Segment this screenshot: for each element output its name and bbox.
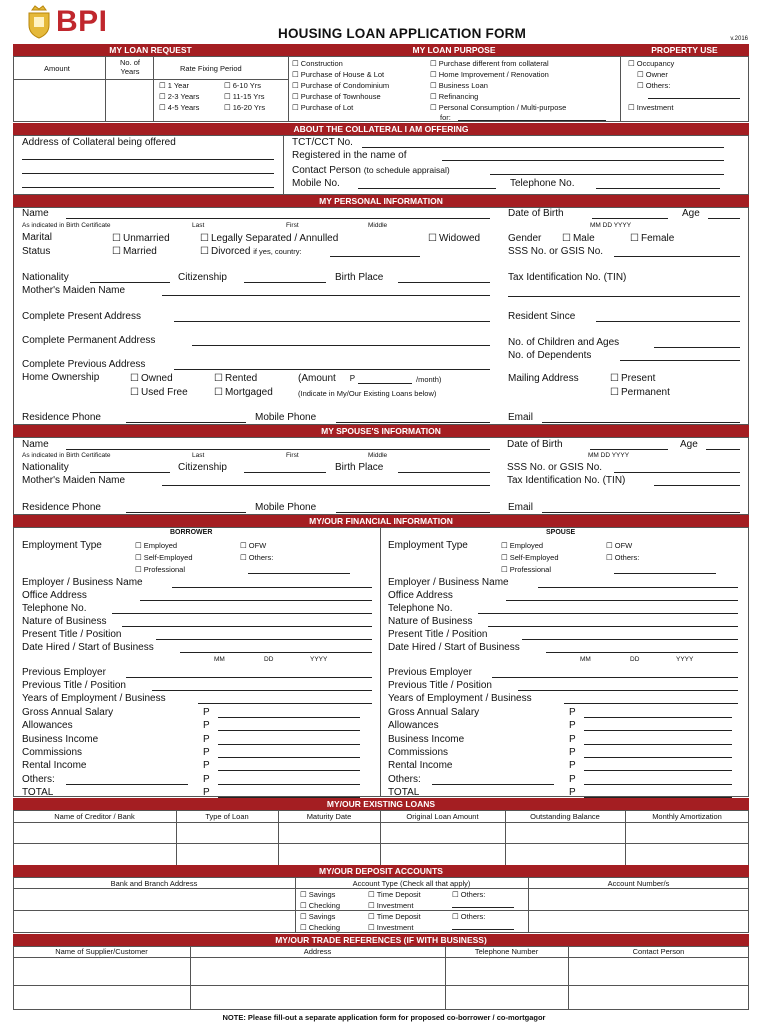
borrower-field-input-0[interactable] [172,587,372,588]
borrower-yyyy-hint: YYYY [310,656,328,663]
ownership-mortgaged[interactable]: ☐ Mortgaged [214,387,273,399]
borrower-peso-sign-3: P [203,746,210,758]
mother-maiden-field[interactable] [162,295,490,296]
borrower-income-label-5: Others: [22,773,55,785]
spouse-tin-label: Tax Identification No. (TIN) [507,475,626,486]
mobile-phone-label: Mobile Phone [255,412,317,423]
spouse-income-input-0[interactable] [584,717,732,718]
marital-divorced[interactable]: ☐ Divorced if yes, country: [200,246,302,258]
spouse-dob-format: MM DD YYYY [588,452,630,459]
borrower-field-label-3: Nature of Business [22,616,107,627]
use-others-field[interactable] [648,98,740,99]
purpose-diff-collateral[interactable]: ☐ Purchase different from collateral [430,59,549,68]
ownership-rented[interactable]: ☐ Rented [214,373,257,385]
spouse-peso-sign-5: P [569,773,576,785]
spouse-professional-checkbox[interactable]: ☐ Professional [501,565,551,574]
borrower-others-emp-field[interactable] [248,573,350,574]
use-investment[interactable]: ☐ Investment [628,103,673,112]
borrower-mm-hint: MM [214,656,225,663]
spouse-field-label-2: Telephone No. [388,603,453,614]
bank-crest-icon [26,5,52,39]
spouse-first-hint: First [286,452,299,459]
borrower-field-input-1[interactable] [140,600,372,601]
dependents-field[interactable] [620,360,740,361]
deposit2-time[interactable]: ☐ Time Deposit [368,912,421,921]
spouse-sss-label: SSS No. or GSIS No. [507,462,603,473]
purpose-home-improvement[interactable]: ☐ Home Improvement / Renovation [430,70,549,79]
spouse-citizenship-label: Citizenship [178,462,227,473]
spouse-birth-place-label: Birth Place [335,462,384,473]
form-version: v.2016 [730,36,748,42]
spouse-dob-field[interactable] [590,449,668,450]
spouse-mobile-field[interactable] [336,512,490,513]
spouse-field-input-5[interactable] [546,652,738,653]
indicate-existing-note: (Indicate in My/Our Existing Loans below) [298,389,437,398]
spouse-prev-input-0[interactable] [492,677,738,678]
resident-since-field[interactable] [596,321,740,322]
deposit2-others[interactable]: ☐ Others: [452,912,485,921]
borrower-income-input-1[interactable] [218,730,360,731]
purpose-lot[interactable]: ☐ Purchase of Lot [292,103,353,112]
section-trade: MY/OUR TRADE REFERENCES (IF WITH BUSINESS) [13,934,749,946]
trade-col-contact: Contact Person [632,947,685,956]
spouse-peso-sign-3: P [569,746,576,758]
dob-field[interactable] [592,218,668,219]
deposit1-savings[interactable]: ☐ Savings [300,890,335,899]
spouse-income-label-4: Rental Income [388,760,453,772]
nationality-field[interactable] [90,282,170,283]
permanent-address-label: Complete Permanent Address [22,335,156,346]
per-month-label: /month) [416,375,442,384]
borrower-income-label-1: Allowances [22,720,73,732]
rate-16-20-yrs[interactable]: ☐ 16-20 Yrs [224,103,265,112]
residence-phone-field[interactable] [126,422,246,423]
spouse-income-input-5[interactable] [584,784,732,785]
marital-legally-separated[interactable]: ☐ Legally Separated / Annulled [200,233,338,245]
borrower-prev-label-2: Years of Employment / Business [22,693,166,704]
last-name-hint: Last [192,222,205,229]
borrower-peso-sign-4: P [203,760,210,772]
trade-col-name: Name of Supplier/Customer [55,947,148,956]
loans-col-original: Original Loan Amount [406,812,479,821]
first-name-hint: First [286,222,299,229]
spouse-employment-type-label: Employment Type [388,540,468,551]
name-label: Name [22,208,49,219]
ownership-owned[interactable]: ☐ Owned [130,373,173,385]
mailing-permanent[interactable]: ☐ Permanent [610,387,670,399]
nationality-label: Nationality [22,272,69,283]
borrower-field-input-4[interactable] [156,639,372,640]
gender-male[interactable]: ☐ Male [562,233,595,245]
spouse-income-label-5: Others: [388,773,421,785]
spouse-peso-sign-2: P [569,733,576,745]
loans-col-amortization: Monthly Amortization [652,812,722,821]
borrower-employed-checkbox[interactable]: ☐ Employed [135,541,177,550]
section-property-use: PROPERTY USE [651,45,718,55]
spouse-income-label-3: Commissions [388,746,449,758]
spouse-income-others-name[interactable] [432,784,554,785]
purpose-house-lot[interactable]: ☐ Purchase of House & Lot [292,70,384,79]
borrower-income-label-6: TOTAL [22,786,54,798]
collateral-address-label: Address of Collateral being offered [22,137,176,148]
collateral-telephone-field[interactable] [596,188,720,189]
spouse-ofw-checkbox[interactable]: ☐ OFW [606,541,632,550]
previous-address-label: Complete Previous Address [22,359,146,370]
marital-married[interactable]: ☐ Married [112,246,157,258]
spouse-peso-sign-1: P [569,720,576,732]
children-label: No. of Children and Ages [508,337,620,348]
loans-col-creditor: Name of Creditor / Bank [54,812,135,821]
purpose-condominium[interactable]: ☐ Purchase of Condominium [292,81,389,90]
spouse-middle-hint: Middle [368,452,388,459]
section-deposit: MY/OUR DEPOSIT ACCOUNTS [13,865,749,877]
loans-col-maturity: Maturity Date [306,812,352,821]
deposit1-others-field[interactable] [452,907,514,908]
spouse-others-emp-field[interactable] [614,573,716,574]
purpose-for-field[interactable] [458,120,606,121]
use-occupancy[interactable]: ☐ Occupancy [628,59,674,68]
tct-field[interactable] [362,147,724,148]
rate-4-5-years[interactable]: ☐ 4-5 Years [159,103,199,112]
borrower-field-input-2[interactable] [112,613,372,614]
spouse-self-employed-checkbox[interactable]: ☐ Self-Employed [501,553,559,562]
ownership-used-free[interactable]: ☐ Used Free [130,387,188,399]
spouse-field-input-0[interactable] [538,587,738,588]
spouse-age-label: Age [680,439,698,450]
section-loan-request: MY LOAN REQUEST [109,45,192,55]
spouse-res-phone-label: Residence Phone [22,502,101,513]
bpi-logo [26,4,108,40]
spouse-mobile-label: Mobile Phone [255,502,317,513]
rent-amount-label: (Amount P [298,373,356,384]
section-financial: MY/OUR FINANCIAL INFORMATION [13,515,749,527]
use-owner[interactable]: ☐ Owner [637,70,668,79]
spouse-prev-input-1[interactable] [518,690,738,691]
spouse-mother-field[interactable] [162,485,490,486]
spouse-field-label-0: Employer / Business Name [388,577,509,588]
home-ownership-label: Home Ownership [22,372,100,383]
collateral-address-line2[interactable] [22,173,274,174]
name-field[interactable] [66,218,490,219]
tin-label: Tax Identification No. (TIN) [508,272,627,283]
purpose-multi-purpose[interactable]: ☐ Personal Consumption / Multi-purpose [430,103,566,112]
borrower-income-label-0: Gross Annual Salary [22,707,114,718]
rate-label: Rate Fixing Period [180,64,242,73]
spouse-employed-checkbox[interactable]: ☐ Employed [501,541,543,550]
contact-field[interactable] [490,174,724,175]
borrower-peso-sign-0: P [203,707,210,718]
deposit2-investment[interactable]: ☐ Investment [368,923,413,932]
borrower-field-label-5: Date Hired / Start of Business [22,642,154,653]
birth-place-label: Birth Place [335,272,384,283]
rate-6-10-yrs[interactable]: ☐ 6-10 Yrs [224,81,261,90]
use-others[interactable]: ☐ Others: [637,81,670,90]
section-spouse: MY SPOUSE'S INFORMATION [13,425,749,437]
borrower-self-employed-checkbox[interactable]: ☐ Self-Employed [135,553,193,562]
spouse-field-label-1: Office Address [388,590,453,601]
middle-name-hint: Middle [368,222,388,229]
purpose-construction[interactable]: ☐ Construction [292,59,343,68]
sss-label: SSS No. or GSIS No. [508,246,604,257]
mother-maiden-label: Mother's Maiden Name [22,285,126,296]
borrower-field-label-0: Employer / Business Name [22,577,143,588]
residence-phone-label: Residence Phone [22,412,101,423]
spouse-prev-label-0: Previous Employer [388,667,472,678]
spouse-name-field[interactable] [66,449,490,450]
borrower-field-input-3[interactable] [122,626,372,627]
spouse-income-label-1: Allowances [388,720,439,732]
spouse-res-phone-field[interactable] [126,512,246,513]
gender-female[interactable]: ☐ Female [630,233,674,245]
spouse-nationality-label: Nationality [22,462,69,473]
resident-since-label: Resident Since [508,311,576,322]
spouse-field-label-3: Nature of Business [388,616,473,627]
section-personal: MY PERSONAL INFORMATION [13,195,749,207]
deposit1-investment[interactable]: ☐ Investment [368,901,413,910]
deposit1-checking[interactable]: ☐ Checking [300,901,340,910]
borrower-income-input-4[interactable] [218,770,360,771]
deposit-col-account: Account Number/s [607,879,670,888]
borrower-prev-label-1: Previous Title / Position [22,680,126,691]
spouse-birth-place-field[interactable] [398,472,490,473]
registered-label: Registered in the name of [292,150,407,161]
spouse-field-input-2[interactable] [478,613,738,614]
borrower-income-input-2[interactable] [218,744,360,745]
borrower-income-others-name[interactable] [66,784,188,785]
borrower-field-label-1: Office Address [22,590,87,601]
form-title: HOUSING LOAN APPLICATION FORM [278,26,527,41]
borrower-peso-sign-6: P [203,786,210,798]
marital-unmarried[interactable]: ☐ Unmarried [112,233,170,245]
collateral-telephone-label: Telephone No. [510,178,575,189]
spouse-mm-hint: MM [580,656,591,663]
spouse-income-label-2: Business Income [388,733,465,745]
spouse-income-input-1[interactable] [584,730,732,731]
years-label: No. of Years [119,58,140,76]
borrower-field-label-4: Present Title / Position [22,629,122,640]
deposit1-others[interactable]: ☐ Others: [452,890,485,899]
dob-label: Date of Birth [508,208,564,219]
collateral-mobile-label: Mobile No. [292,178,340,189]
email-label: Email [508,412,534,423]
loans-col-type: Type of Loan [205,812,249,821]
divorce-country-field[interactable] [330,256,420,257]
spouse-dd-hint: DD [630,656,640,663]
rate-11-15-yrs[interactable]: ☐ 11-15 Yrs [224,92,265,101]
spouse-field-input-4[interactable] [522,639,738,640]
spouse-income-input-4[interactable] [584,770,732,771]
spouse-peso-sign-6: P [569,786,576,798]
borrower-employment-type-label: Employment Type [22,540,102,551]
spouse-citizenship-field[interactable] [244,472,326,473]
spouse-income-input-3[interactable] [584,757,732,758]
borrower-peso-sign-1: P [203,720,210,732]
spouse-others-checkbox[interactable]: ☐ Others: [606,553,639,562]
spouse-as-indicated: As indicated in Birth Certificate [22,452,111,459]
purpose-refinancing[interactable]: ☐ Refinancing [430,92,478,101]
spouse-prev-label-1: Previous Title / Position [388,680,492,691]
spouse-income-input-2[interactable] [584,744,732,745]
spouse-sss-field[interactable] [614,472,740,473]
borrower-income-input-3[interactable] [218,757,360,758]
deposit2-others-field[interactable] [452,929,514,930]
section-collateral: ABOUT THE COLLATERAL I AM OFFERING [13,123,749,135]
spouse-dob-label: Date of Birth [507,439,563,450]
status-label: Status [22,246,51,257]
spouse-last-hint: Last [192,452,205,459]
borrower-prev-input-1[interactable] [152,690,372,691]
borrower-prev-input-2[interactable] [198,703,372,704]
registered-field[interactable] [442,160,724,161]
marital-widowed[interactable]: ☐ Widowed [428,233,480,245]
rate-1-year[interactable]: ☐ 1 Year [159,81,189,90]
spouse-field-label-4: Present Title / Position [388,629,488,640]
loans-col-outstanding: Outstanding Balance [530,812,600,821]
spouse-name-label: Name [22,439,49,450]
spouse-field-label-5: Date Hired / Start of Business [388,642,520,653]
borrower-income-label-3: Commissions [22,746,83,758]
spouse-peso-sign-4: P [569,760,576,772]
borrower-others-checkbox[interactable]: ☐ Others: [240,553,273,562]
spouse-mother-label: Mother's Maiden Name [22,475,126,486]
children-field[interactable] [654,347,740,348]
spouse-field-input-3[interactable] [488,626,738,627]
footer-note: NOTE: Please fill-out a separate application form for proposed co-borrower / co-mortgagor [222,1013,546,1022]
permanent-address-field[interactable] [192,345,490,346]
collateral-address-line1[interactable] [22,159,274,160]
borrower-dd-hint: DD [264,656,274,663]
collateral-mobile-field[interactable] [358,188,496,189]
section-bar-loan [13,44,749,56]
borrower-header: BORROWER [170,529,213,536]
as-indicated-note: As indicated in Birth Certificate [22,222,111,229]
borrower-professional-checkbox[interactable]: ☐ Professional [135,565,185,574]
dependents-label: No. of Dependents [508,350,592,361]
borrower-peso-sign-2: P [203,733,210,745]
spouse-income-label-6: TOTAL [388,786,420,798]
spouse-header: SPOUSE [546,529,576,536]
deposit2-savings[interactable]: ☐ Savings [300,912,335,921]
deposit-col-bank: Bank and Branch Address [110,879,198,888]
brand-name: BPI [56,5,108,38]
spouse-prev-input-2[interactable] [564,703,738,704]
tct-label: TCT/CCT No. [292,137,353,148]
spouse-email-field[interactable] [542,512,740,513]
borrower-prev-label-0: Previous Employer [22,667,106,678]
borrower-income-label-2: Business Income [22,733,99,745]
trade-col-address: Address [303,947,332,956]
age-field[interactable] [708,218,740,219]
mailing-address-label: Mailing Address [508,373,579,384]
birth-place-field[interactable] [398,282,490,283]
email-field[interactable] [542,422,740,423]
collateral-address-line3[interactable] [22,187,274,188]
sss-field[interactable] [614,256,740,257]
borrower-income-label-4: Rental Income [22,760,87,772]
spouse-income-label-0: Gross Annual Salary [388,707,480,718]
mailing-present[interactable]: ☐ Present [610,373,655,385]
rate-2-3-years[interactable]: ☐ 2-3 Years [159,92,199,101]
borrower-ofw-checkbox[interactable]: ☐ OFW [240,541,266,550]
purpose-for-label: for: [440,113,451,122]
borrower-prev-input-0[interactable] [126,677,372,678]
borrower-income-input-0[interactable] [218,717,360,718]
present-address-field[interactable] [174,321,490,322]
spouse-field-input-1[interactable] [506,600,738,601]
purpose-business-loan[interactable]: ☐ Business Loan [430,81,488,90]
contact-label: Contact Person (to schedule appraisal) [292,165,450,176]
tin-field[interactable] [508,296,740,297]
spouse-email-label: Email [508,502,534,513]
citizenship-field[interactable] [244,282,326,283]
citizenship-label: Citizenship [178,272,227,283]
mobile-phone-field[interactable] [336,422,490,423]
deposit1-time[interactable]: ☐ Time Deposit [368,890,421,899]
dob-format: MM DD YYYY [590,222,632,229]
section-loan-purpose: MY LOAN PURPOSE [412,45,496,55]
borrower-field-label-2: Telephone No. [22,603,87,614]
deposit-col-type: Account Type (Check all that apply) [352,879,471,888]
borrower-income-input-5[interactable] [218,784,360,785]
gender-label: Gender [508,233,542,244]
spouse-prev-label-2: Years of Employment / Business [388,693,532,704]
spouse-tin-field[interactable] [654,485,740,486]
present-address-label: Complete Present Address [22,311,141,322]
spouse-peso-sign-0: P [569,707,576,718]
spouse-yyyy-hint: YYYY [676,656,694,663]
spouse-age-field[interactable] [706,449,740,450]
rent-amount-field[interactable] [358,383,412,384]
borrower-peso-sign-5: P [203,773,210,785]
purpose-townhouse[interactable]: ☐ Purchase of Townhouse [292,92,381,101]
spouse-nationality-field[interactable] [90,472,170,473]
section-existing-loans: MY/OUR EXISTING LOANS [13,798,749,810]
marital-label: Marital [22,232,53,243]
deposit2-checking[interactable]: ☐ Checking [300,923,340,932]
borrower-field-input-5[interactable] [180,652,372,653]
previous-address-field[interactable] [174,369,490,370]
amount-label: Amount [44,64,70,73]
trade-col-phone: Telephone Number [474,947,539,956]
age-label: Age [682,208,700,219]
